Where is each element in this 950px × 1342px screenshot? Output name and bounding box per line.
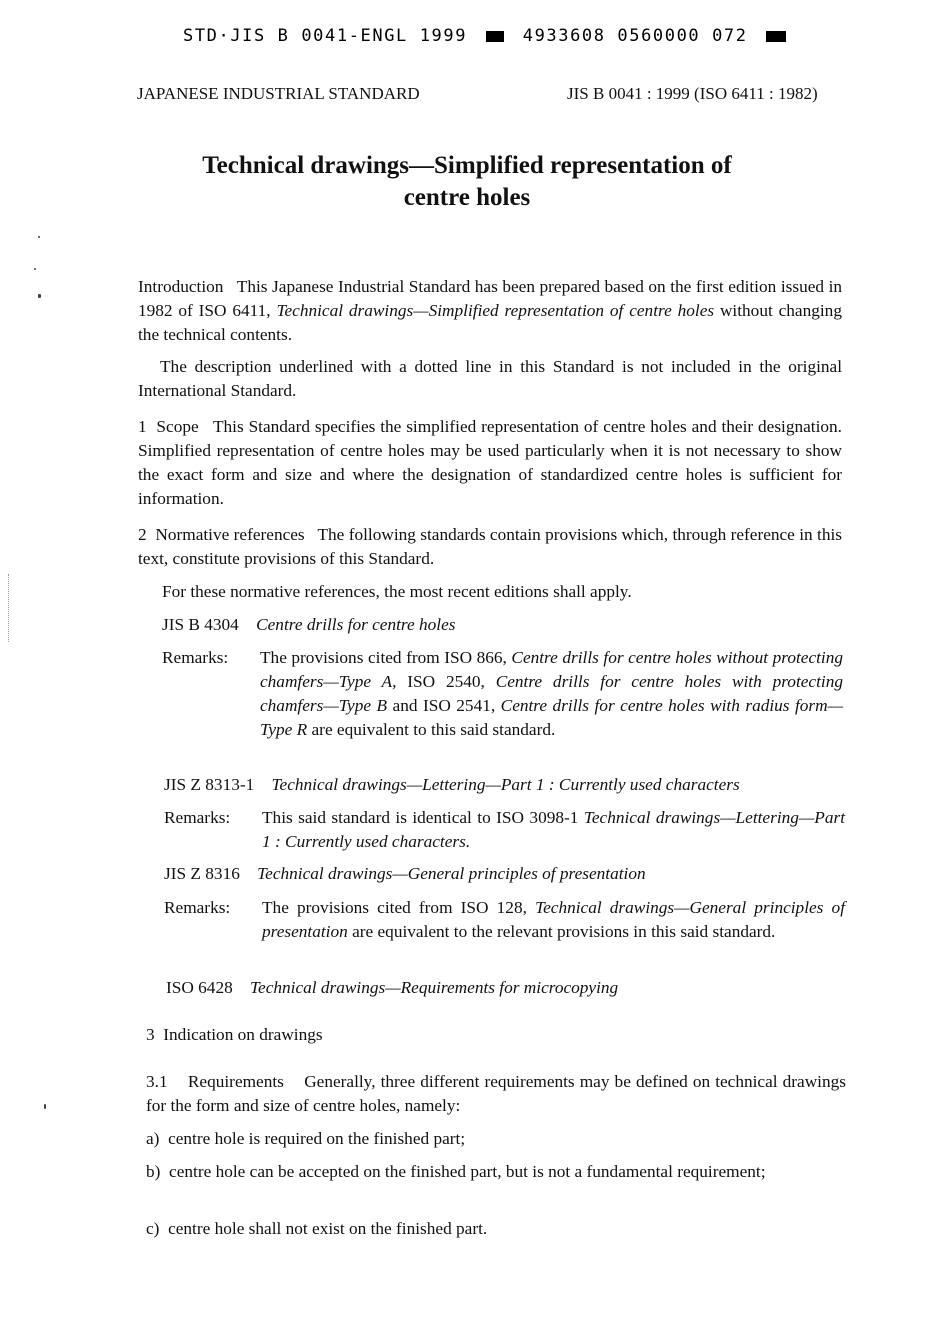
reference-item	[164, 862, 844, 886]
remarks-label: Remarks:	[162, 648, 229, 667]
reference-title: Centre drills for centre holes	[256, 615, 456, 634]
section-heading: 3 Indication on drawings	[146, 1025, 323, 1044]
normative-note: For these normative references, the most recent editions shall apply.	[162, 582, 632, 601]
list-item: b) centre hole can be accepted on the finished part, but is not a fundamental requirement;	[146, 1162, 766, 1181]
scan-header-left: STD·JIS B 0041-ENGL 1999	[183, 26, 468, 46]
reference-title: Technical drawings—Requirements for microcopying	[250, 978, 619, 997]
normative-paragraph: 2 Normative references The following standards contain provisions which, through reference in this text, constitute provisions of this Standard.	[138, 525, 843, 568]
requirements-heading: Requirements	[187, 1072, 284, 1091]
reference-title: Technical drawings—General principles of presentation	[257, 864, 646, 883]
intro-paragraph: Introduction This Japanese Industrial Standard has been prepared based on the first edition issued in 1982 of ISO 6411, Technical drawings—Simplified representation of centre holes without changing the technical contents.	[138, 277, 843, 344]
scan-header	[183, 26, 793, 46]
requirements-paragraph: 3.1 Requirements Generally, three different requirements may be defined on technical drawings for the form and size of centre holes, namely:	[146, 1072, 846, 1115]
reference-item	[164, 773, 844, 797]
intro-heading: Introduction	[138, 277, 224, 296]
intro-note: The description underlined with a dotted line in this Standard is not included in the original International Standard.	[138, 357, 842, 400]
remarks-label: Remarks:	[164, 808, 231, 827]
redaction-block	[486, 31, 504, 42]
header-standard-number: JIS B 0041 : 1999 (ISO 6411 : 1982)	[567, 84, 818, 103]
title-line-1: Technical drawings—Simplified representation of	[202, 152, 732, 179]
list-item: c) centre hole shall not exist on the finished part.	[146, 1219, 488, 1238]
remarks-text: The provisions cited from ISO 866, Centre drills for centre holes without protecting chamfers—Type A, ISO 2540, Centre drills for centre holes with protecting chamfers—Type B and ISO 2541, Centre drills for centre holes with radius form—Type R are equivalent to this said standard.	[260, 648, 844, 739]
normative-heading: Normative references	[155, 525, 305, 544]
remarks-text: The provisions cited from ISO 128, Technical drawings—General principles of presentation are equivalent to the relevant provisions in this said standard.	[262, 898, 845, 941]
reference-item	[162, 613, 842, 637]
header-standard-name: JAPANESE INDUSTRIAL STANDARD	[137, 84, 420, 103]
list-item: a) centre hole is required on the finished part;	[146, 1129, 466, 1148]
remarks-label: Remarks:	[164, 898, 231, 917]
scan-header-codes: 4933608 0560000 072	[522, 26, 748, 46]
reference-code: JIS Z 8316	[164, 864, 240, 883]
scope-paragraph: 1 Scope This Standard specifies the simplified representation of centre holes and their designation. Simplified representation of centre holes may be used particularly when it is not necessary to show the exact form and size and where the designation of standardized centre holes is sufficient for information.	[138, 417, 843, 508]
redaction-block	[766, 31, 786, 42]
intro-citation: Technical drawings—Simplified representation of centre holes	[276, 301, 715, 320]
scope-heading: Scope	[156, 417, 199, 436]
reference-item	[166, 976, 846, 1000]
reference-title: Technical drawings—Lettering—Part 1 : Currently used characters	[271, 775, 740, 794]
remarks-text: This said standard is identical to ISO 3098-1 Technical drawings—Lettering—Part 1 : Currently used characters.	[262, 808, 845, 851]
page-title	[0, 150, 942, 214]
reference-code: JIS Z 8313-1	[164, 775, 255, 794]
reference-code: JIS B 4304	[162, 615, 239, 634]
title-line-2: centre holes	[403, 184, 531, 211]
reference-code: ISO 6428	[166, 978, 233, 997]
margin-mark	[8, 574, 10, 642]
